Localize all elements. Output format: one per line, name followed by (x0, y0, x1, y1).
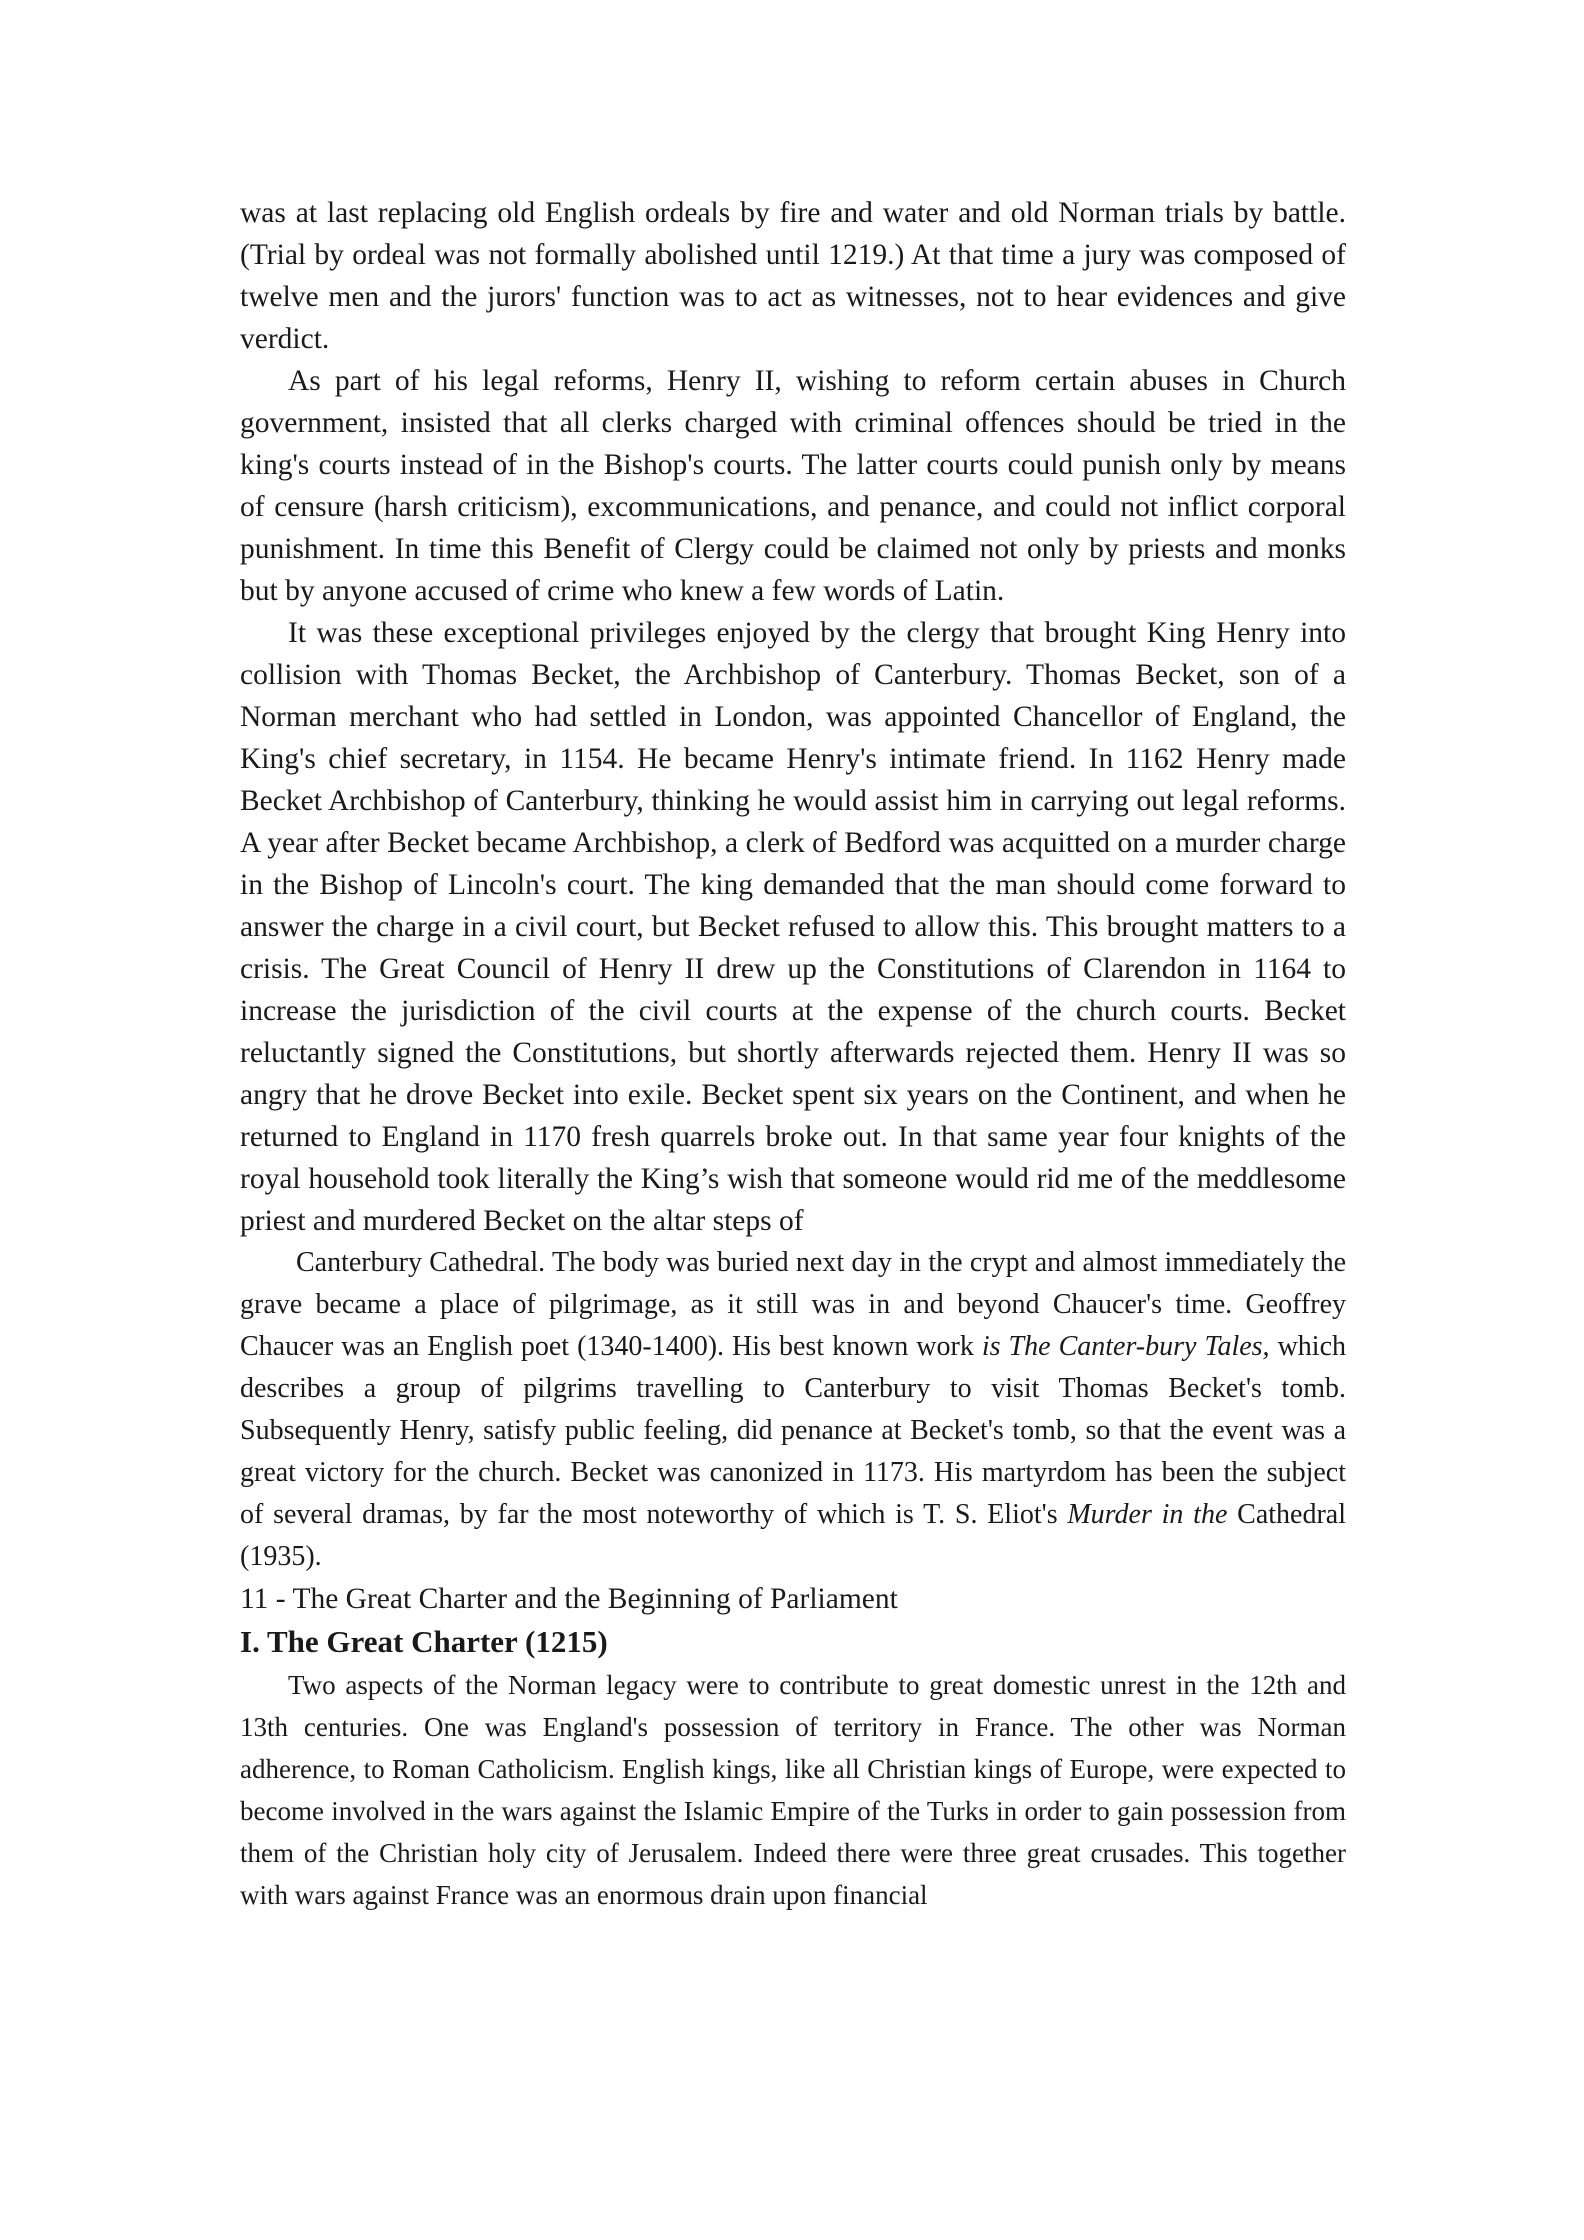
italic-title-canterbury-tales: is The Canter-bury Tales, (981, 1331, 1270, 1362)
paragraph-legal-reforms: As part of his legal reforms, Henry II, wishing to reform certain abuses in Church government, insisted that all clerks charged with criminal offences should be tried in the king's courts instead of in the Bishop's courts. The latter courts could punish only by means of censure (harsh criticism), excommunications, and penance, and could not inflict corporal punishment. In time this Benefit of Clergy could be claimed not only by priests and monks but by anyone accused of crime who knew a few words of Latin. (240, 365, 1346, 607)
text-run: which describes a group of pilgrims travelling to Canterbury to visit Thomas Becket's tomb. Subsequently Henry, satisfy public feeling, did penance at Becket's tomb, so that the event was a great victory for the church. Becket was canonized in 1173. His martyrdom has been the subject of several dramas, by far the most noteworthy of which is T. S. Eliot's (240, 1331, 1347, 1530)
document-page (240, 192, 1346, 1916)
section-heading: I. The Great Charter (1215) (240, 1624, 608, 1659)
paragraph-norman-legacy: Two aspects of the Norman legacy were to contribute to great domestic unrest in the 12th and 13th centuries. One was England's possession of territory in France. The other was Norman adherence, to Roman Catholicism. English kings, like all Christian kings of Europe, were expected to become involved in the wars against the Islamic Empire of the Turks in order to gain possession from them of the Christian holy city of Jerusalem. Indeed there were three great crusades. This together with wars against France was an enormous drain upon financial (240, 1670, 1346, 1910)
text-run: Canterbury Cathedral. The body was buried next day in the crypt and almost immediately the grave became a place of pilgrimage, as it still was in and beyond Chaucer's time. Geoffrey Chaucer was an English poet (1340-1400). His best known work (240, 1247, 1346, 1362)
italic-title-murder: Murder in the (1067, 1499, 1228, 1530)
paragraph-canterbury (240, 1242, 1346, 1578)
paragraph-jury: was at last replacing old English ordeals by fire and water and old Norman trials by battle. (Trial by ordeal was not formally abolished until 1219.) At that time a jury was composed of twelve men and the jurors' function was to act as witnesses, not to hear evidences and give verdict. (240, 197, 1346, 355)
chapter-heading: 11 - The Great Charter and the Beginning of Parliament (240, 1583, 898, 1615)
text-run: Cathedral (1935). (240, 1499, 1346, 1572)
paragraph-becket-conflict: It was these exceptional privileges enjoyed by the clergy that brought King Henry into collision with Thomas Becket, the Archbishop of Canterbury. Thomas Becket, son of a Norman merchant who had settled in London, was appointed Chancellor of England, the King's chief secretary, in 1154. He became Henry's intimate friend. In 1162 Henry made Becket Archbishop of Canterbury, thinking he would assist him in carrying out legal reforms. A year after Becket became Archbishop, a clerk of Bedford was acquitted on a murder charge in the Bishop of Lincoln's court. The king demanded that the man should come forward to answer the charge in a civil court, but Becket refused to allow this. This brought matters to a crisis. The Great Council of Henry II drew up the Constitutions of Clarendon in 1164 to increase the jurisdiction of the civil courts at the expense of the church courts. Becket reluctantly signed the Constitutions, but shortly afterwards rejected them. Henry II was so angry that he drove Becket into exile. Becket spent six years on the Continent, and when he returned to England in 1170 fresh quarrels broke out. In that same year four knights of the royal household took literally the King’s wish that someone would rid me of the meddlesome priest and murdered Becket on the altar steps of (240, 617, 1346, 1237)
